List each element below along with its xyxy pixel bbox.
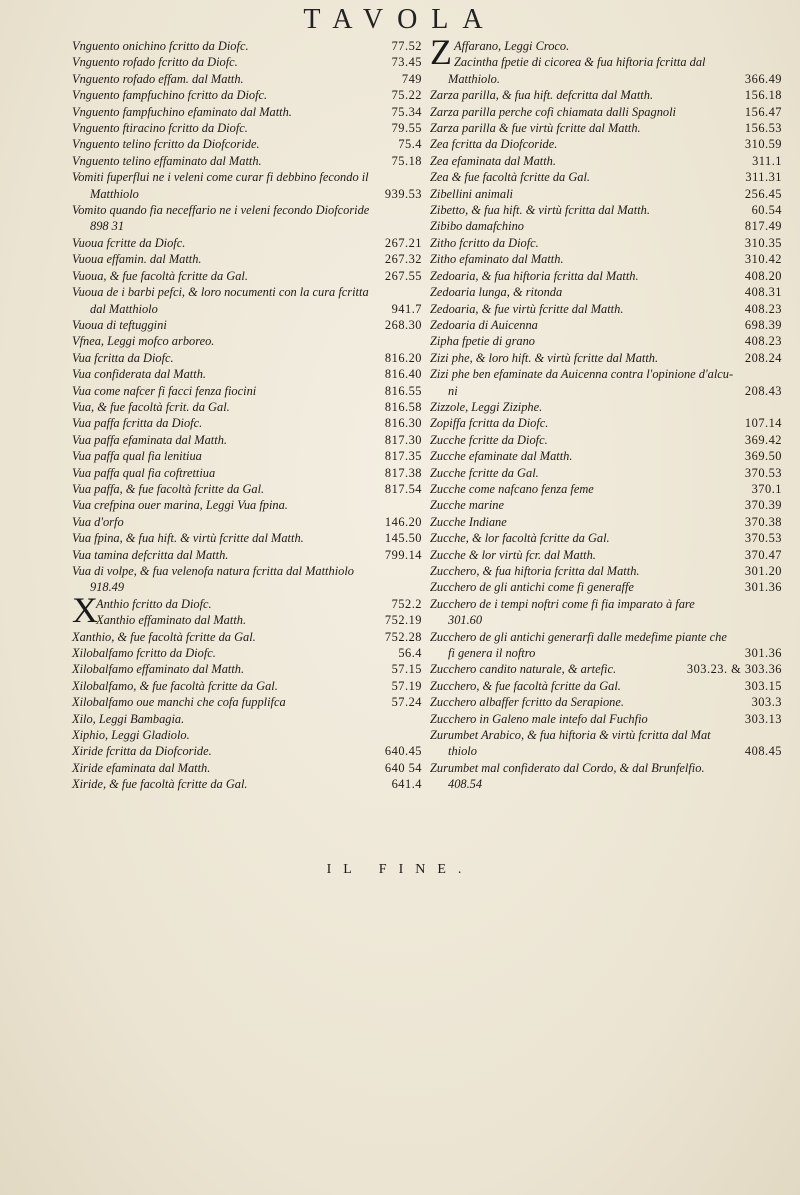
index-entry [72, 317, 422, 333]
entry-text: Vuoua, & fue facoltà fcritte da Gal. [72, 268, 248, 283]
entry-text: Vua fpina, & fua hift. & virtù fcritte dal Matth. [72, 531, 304, 546]
entry-page-ref: 267.55 [384, 268, 422, 283]
entry-text: Zedoaria, & fue virtù fcritte dal Matth. [430, 301, 624, 316]
entry-page-ref: 408.23 [744, 334, 782, 349]
entry-page-ref: 268.30 [384, 317, 422, 332]
entry-text: Vomito quando fia neceffario ne i veleni fecondo Diofcoride [72, 203, 370, 218]
entry-text: Vua, & fue facoltà fcrit. da Gal. [72, 399, 230, 414]
entry-text: ni [448, 383, 458, 398]
entry-page-ref: 56.4 [398, 646, 422, 661]
entry-text: Zibibo damafchino [430, 219, 524, 234]
entry-text: Zedoaria lunga, & ritonda [430, 285, 563, 300]
entry-page-ref: 79.55 [391, 121, 422, 136]
entry-text: 408.54 [448, 777, 483, 792]
entry-text: Vua tamina defcritta dal Matth. [72, 547, 229, 562]
entry-page-ref: 301.36 [744, 580, 782, 595]
entry-text: Xanthio, & fue facoltà fcritte da Gal. [72, 629, 256, 644]
entry-page-ref: 75.22 [391, 88, 422, 103]
entry-page-ref: 75.18 [391, 153, 422, 168]
index-entry [430, 153, 782, 169]
entry-page-ref: 366.49 [744, 71, 782, 86]
entry-page-ref: 817.54 [384, 481, 422, 496]
entry-text: Vua paffa qual fia lenitiua [72, 449, 202, 464]
index-column-right [430, 32, 782, 793]
index-entry [430, 251, 782, 267]
entry-text: Zacintha fpetie di cicorea & fua hiftoria fcritta dal [454, 55, 706, 70]
index-entry [72, 301, 422, 317]
entry-page-ref: 145.50 [384, 531, 422, 546]
entry-page-ref: 752.19 [384, 613, 422, 628]
entry-text: fi genera il noftro [448, 646, 536, 661]
index-entry [72, 776, 422, 792]
index-entry [430, 54, 782, 70]
index-entry [430, 301, 782, 317]
index-entry [72, 186, 422, 202]
entry-page-ref: 75.4 [398, 137, 422, 152]
entry-text: Zucche & lor virtù fcr. dal Matth. [430, 547, 596, 562]
entry-page-ref: 408.20 [744, 268, 782, 283]
entry-text: Xanthio effaminato dal Matth. [96, 613, 247, 628]
entry-page-ref: 816.20 [384, 350, 422, 365]
index-entry [430, 530, 782, 546]
entry-page-ref: 640 54 [384, 760, 422, 775]
entry-page-ref: 77.52 [391, 39, 422, 53]
entry-text: Zipha fpetie di grano [430, 334, 535, 349]
index-entry [430, 186, 782, 202]
index-entry [430, 547, 782, 563]
entry-text: Zitho efaminato dal Matth. [430, 252, 564, 267]
index-entry [72, 514, 422, 530]
entry-text: Xiride efaminata dal Matth. [72, 760, 211, 775]
index-entry [430, 202, 782, 218]
index-entry [72, 563, 422, 579]
entry-text: Vua come nafcer fi facci fenza fiocini [72, 383, 257, 398]
entry-text: Zarza parilla, & fua hift. defcritta dal Matth. [430, 88, 654, 103]
entry-page-ref: 408.31 [744, 285, 782, 300]
entry-page-ref: 817.38 [384, 465, 422, 480]
entry-text: Vua d'orfo [72, 514, 124, 529]
entry-page-ref: 749 [401, 71, 422, 86]
entry-text: Zurumbet Arabico, & fua hiftoria & virtù fcritta dal Mat [430, 728, 711, 743]
entry-text: Vua crefpina ouer marina, Leggi Vua fpina. [72, 498, 288, 513]
index-entry [72, 284, 422, 300]
entry-text: Zitho fcritto da Diofc. [430, 235, 539, 250]
entry-page-ref: 208.43 [744, 383, 782, 398]
index-entry [430, 104, 782, 120]
entry-text: Vua paffa efaminata dal Matth. [72, 432, 227, 447]
index-column-left [72, 38, 422, 793]
entry-page-ref: 408.23 [744, 301, 782, 316]
entry-page-ref: 817.30 [384, 432, 422, 447]
entry-page-ref: 156.18 [744, 88, 782, 103]
entry-text: Vnguento ftiracino fcritto da Diofc. [72, 121, 248, 136]
entry-page-ref: 370.47 [744, 547, 782, 562]
entry-page-ref: 369.42 [744, 432, 782, 447]
index-entry [72, 727, 422, 743]
index-entry [430, 235, 782, 251]
index-entry [72, 54, 422, 70]
entry-text: Zibellini animali [430, 186, 513, 201]
entry-text: Vuoua fcritte da Diofc. [72, 235, 186, 250]
entry-page-ref: 57.24 [391, 695, 422, 710]
index-entry [430, 661, 782, 677]
entry-text: Zucchero de gli antichi generarfi dalle medefime piante che [430, 629, 727, 644]
index-entry [430, 284, 782, 300]
entry-page-ref: 57.19 [391, 678, 422, 693]
index-entry [430, 497, 782, 513]
index-entry [72, 136, 422, 152]
index-entry [430, 120, 782, 136]
entry-text: dal Matthiolo [90, 301, 158, 316]
entry-page-ref: 816.30 [384, 416, 422, 431]
index-entry [72, 366, 422, 382]
entry-text: Zea efaminata dal Matth. [430, 153, 556, 168]
index-entry [72, 612, 422, 628]
index-entry [430, 612, 782, 628]
entry-text: Xilobalfamo oue manchi che cofa fupplifca [72, 695, 286, 710]
entry-text: Vua paffa fcritta da Diofc. [72, 416, 203, 431]
index-entry [430, 136, 782, 152]
entry-text: Zedoaria di Auicenna [430, 317, 538, 332]
entry-page-ref: 641.4 [391, 777, 422, 792]
entry-text: Vua paffa qual fia coftrettiua [72, 465, 216, 480]
entry-text: Zucchero in Galeno male intefo dal Fuchfio [430, 711, 648, 726]
entry-text: Zibetto, & fua hift. & virtù fcritta dal Matth. [430, 203, 650, 218]
index-entry [430, 596, 782, 612]
entry-text: Vfnea, Leggi mofco arboreo. [72, 334, 215, 349]
index-entry [72, 448, 422, 464]
entry-page-ref: 310.59 [744, 137, 782, 152]
index-entry [430, 366, 782, 382]
index-entry [430, 399, 782, 415]
index-entry [72, 218, 422, 234]
entry-text: Zizi phe, & loro hift. & virtù fcritte dal Matth. [430, 350, 659, 365]
entry-page-ref: 146.20 [384, 514, 422, 529]
entry-page-ref: 408.45 [744, 744, 782, 759]
entry-text: Zucche marine [430, 498, 504, 513]
index-entry [430, 694, 782, 710]
entry-page-ref: 369.50 [744, 449, 782, 464]
entry-page-ref: 370.38 [744, 514, 782, 529]
index-entry [430, 448, 782, 464]
entry-text: Vnguento onichino fcritto da Diofc. [72, 39, 249, 53]
entry-text: Xiphio, Leggi Gladiolo. [72, 728, 190, 743]
index-entry [430, 218, 782, 234]
index-entry [72, 432, 422, 448]
entry-text: Zucche fcritte da Gal. [430, 465, 539, 480]
entry-text: Zucche, & lor facoltà fcritte da Gal. [430, 531, 610, 546]
entry-text: Anthio fcritto da Diofc. [96, 596, 212, 611]
entry-page-ref: 799.14 [384, 547, 422, 562]
entry-text: Zucchero de i tempi noftri come fi fia imparato à fare [430, 596, 695, 611]
entry-text: Vuoua effamin. dal Matth. [72, 252, 202, 267]
index-entry [430, 645, 782, 661]
index-entry [72, 481, 422, 497]
entry-text: Affarano, Leggi Croco. [454, 39, 570, 53]
entry-page-ref: 301.20 [744, 564, 782, 578]
index-entry [430, 350, 782, 366]
entry-text: Zucchero candito naturale, & artefic. [430, 662, 617, 677]
entry-page-ref: 311.1 [752, 153, 782, 168]
entry-page-ref: 156.47 [744, 104, 782, 119]
index-entry [72, 547, 422, 563]
entry-text: Vua di volpe, & fua velenofa natura fcritta dal Matthiolo [72, 564, 354, 578]
entry-text: Xiride fcritta da Diofcoride. [72, 744, 212, 759]
entry-text: 918.49 [90, 580, 125, 595]
index-entry [430, 727, 782, 743]
index-entry [430, 317, 782, 333]
index-entry [72, 333, 422, 349]
entry-page-ref: 303.15 [744, 678, 782, 693]
index-entry [430, 481, 782, 497]
entry-page-ref: 267.21 [384, 235, 422, 250]
entry-page-ref: 73.45 [391, 55, 422, 70]
entry-text: Xiride, & fue facoltà fcritte da Gal. [72, 777, 248, 792]
index-entry [72, 629, 422, 645]
index-entry [430, 333, 782, 349]
index-entry [72, 645, 422, 661]
entry-text: thiolo [448, 744, 477, 759]
index-entry [430, 629, 782, 645]
index-entry [72, 678, 422, 694]
index-entry [430, 383, 782, 399]
index-entry [72, 120, 422, 136]
entry-text: Zucchero de gli antichi come fi generaffe [430, 580, 634, 595]
entry-text: Vnguento rofado effam. dal Matth. [72, 71, 244, 86]
entry-page-ref: 301.36 [744, 646, 782, 661]
index-entry [430, 514, 782, 530]
entry-text: Zopiffa fcritta da Diofc. [430, 416, 549, 431]
index-entry [72, 169, 422, 185]
entry-text: Zucche fcritte da Diofc. [430, 432, 548, 447]
entry-page-ref: 208.24 [744, 350, 782, 365]
index-entry [430, 465, 782, 481]
entry-page-ref: 370.39 [744, 498, 782, 513]
entry-text: Zedoaria, & fua hiftoria fcritta dal Matth. [430, 268, 639, 283]
entry-page-ref: 156.53 [744, 121, 782, 136]
entry-text: Vnguento fampfuchino fcritto da Diofc. [72, 88, 268, 103]
entry-page-ref: 640.45 [384, 744, 422, 759]
index-entry [430, 711, 782, 727]
entry-text: Vuoua de i barbi pefci, & loro nocumenti con la cura fcritta [72, 285, 369, 300]
entry-text: Matthiolo. [448, 71, 500, 86]
entry-text: Zucche efaminate dal Matth. [430, 449, 573, 464]
entry-page-ref: 310.42 [744, 252, 782, 267]
index-entry [430, 678, 782, 694]
entry-text: Xilo, Leggi Bambagia. [72, 711, 185, 726]
index-entry [72, 235, 422, 251]
index-entry [72, 760, 422, 776]
entry-page-ref: 267.32 [384, 252, 422, 267]
entry-text: Xilobalfamo fcritto da Diofc. [72, 646, 216, 661]
entry-text: Zizzole, Leggi Ziziphe. [430, 399, 543, 414]
index-entry [72, 104, 422, 120]
entry-text: Zurumbet mal confiderato dal Cordo, & dal Brunfelfio. [430, 760, 705, 775]
index-entry [430, 169, 782, 185]
index-entry [430, 563, 782, 579]
entry-text: Zucchero, & fua hiftoria fcritta dal Matth. [430, 564, 640, 578]
index-entry [72, 415, 422, 431]
entry-page-ref: 816.55 [384, 383, 422, 398]
index-entry [72, 383, 422, 399]
entry-page-ref: 752.28 [384, 629, 422, 644]
entry-page-ref: 939.53 [384, 186, 422, 201]
entry-text: Zucche Indiane [430, 514, 507, 529]
finis-line: IL FINE. [326, 862, 474, 877]
entry-page-ref: 310.35 [744, 235, 782, 250]
entry-page-ref: 370.1 [751, 481, 782, 496]
index-entry [72, 87, 422, 103]
index-entry [430, 776, 782, 792]
entry-page-ref: 303.23. & 303.36 [686, 662, 782, 677]
index-entry [430, 432, 782, 448]
index-entry [72, 743, 422, 759]
entry-text: Zarza parilla & fue virtù fcritte dal Matth. [430, 121, 641, 136]
index-entry [72, 71, 422, 87]
index-entry [72, 694, 422, 710]
entry-text: Vnguento telino effaminato dal Matth. [72, 153, 262, 168]
entry-text: Vnguento fampfuchino efaminato dal Matth. [72, 104, 292, 119]
index-entry [430, 743, 782, 759]
entry-text: Xilobalfamo, & fue facoltà fcritte da Gal. [72, 678, 278, 693]
entry-text: Zucchero albaffer fcritto da Serapione. [430, 695, 624, 710]
entry-page-ref: 60.54 [751, 203, 782, 218]
index-entry [430, 87, 782, 103]
entry-text: Vomiti fuperflui ne i veleni come curar fi debbino fecondo il [72, 170, 369, 185]
index-entry [72, 465, 422, 481]
entry-page-ref: 303.13 [744, 711, 782, 726]
entry-page-ref: 303.3 [751, 695, 782, 710]
index-entry [72, 153, 422, 169]
entry-text: Vnguento rofado fcritto da Diofc. [72, 55, 238, 70]
index-entry [72, 711, 422, 727]
entry-text: 898 31 [90, 219, 125, 234]
entry-text: Zea fcritta da Diofcoride. [430, 137, 558, 152]
entry-page-ref: 817.49 [744, 219, 782, 234]
index-entry [430, 579, 782, 595]
entry-page-ref: 941.7 [391, 301, 422, 316]
index-entry [72, 399, 422, 415]
index-entry [430, 760, 782, 776]
index-entry [72, 202, 422, 218]
entry-page-ref: 256.45 [744, 186, 782, 201]
entry-page-ref: 107.14 [744, 416, 782, 431]
index-entry [72, 579, 422, 595]
index-entry [430, 415, 782, 431]
entry-page-ref: 816.40 [384, 367, 422, 382]
index-entry [72, 350, 422, 366]
index-entry [72, 268, 422, 284]
entry-page-ref: 75.34 [391, 104, 422, 119]
entry-text: Zarza parilla perche cofi chiamata dalli Spagnoli [430, 104, 676, 119]
index-entry [72, 38, 422, 54]
index-entry [430, 71, 782, 87]
entry-text: Vua paffa, & fue facoltà fcritte da Gal. [72, 481, 265, 496]
entry-page-ref: 698.39 [744, 317, 782, 332]
drop-cap: X [72, 589, 98, 630]
index-entry [430, 268, 782, 284]
entry-text: Vua fcritta da Diofc. [72, 350, 174, 365]
entry-text: Zea & fue facoltà fcritte da Gal. [430, 170, 591, 185]
entry-page-ref: 817.35 [384, 449, 422, 464]
page-title: TAVOLA [303, 4, 497, 35]
entry-text: Vnguento telino fcritto da Diofcoride. [72, 137, 260, 152]
entry-text: Xilobalfamo effaminato dal Matth. [72, 662, 245, 677]
entry-page-ref: 370.53 [744, 531, 782, 546]
index-entry [72, 530, 422, 546]
entry-page-ref: 752.2 [391, 596, 422, 611]
entry-text: Zucchero, & fue facoltà fcritte da Gal. [430, 678, 621, 693]
entry-page-ref: 816.58 [384, 399, 422, 414]
entry-text: Matthiolo [90, 186, 139, 201]
drop-cap: Z [430, 32, 452, 72]
entry-text: Vua confiderata dal Matth. [72, 367, 206, 382]
entry-page-ref: 370.53 [744, 465, 782, 480]
entry-text: Zucche come nafcano fenza feme [430, 481, 594, 496]
entry-page-ref: 311.31 [745, 170, 782, 185]
entry-text: Vuoua di teftuggini [72, 317, 167, 332]
entry-text: 301.60 [448, 613, 483, 628]
index-entry [72, 251, 422, 267]
index-entry [72, 661, 422, 677]
entry-page-ref: 57.15 [391, 662, 422, 677]
index-entry [72, 497, 422, 513]
entry-text: Zizi phe ben efaminate da Auicenna contra l'opinione d'alcu- [430, 367, 734, 382]
